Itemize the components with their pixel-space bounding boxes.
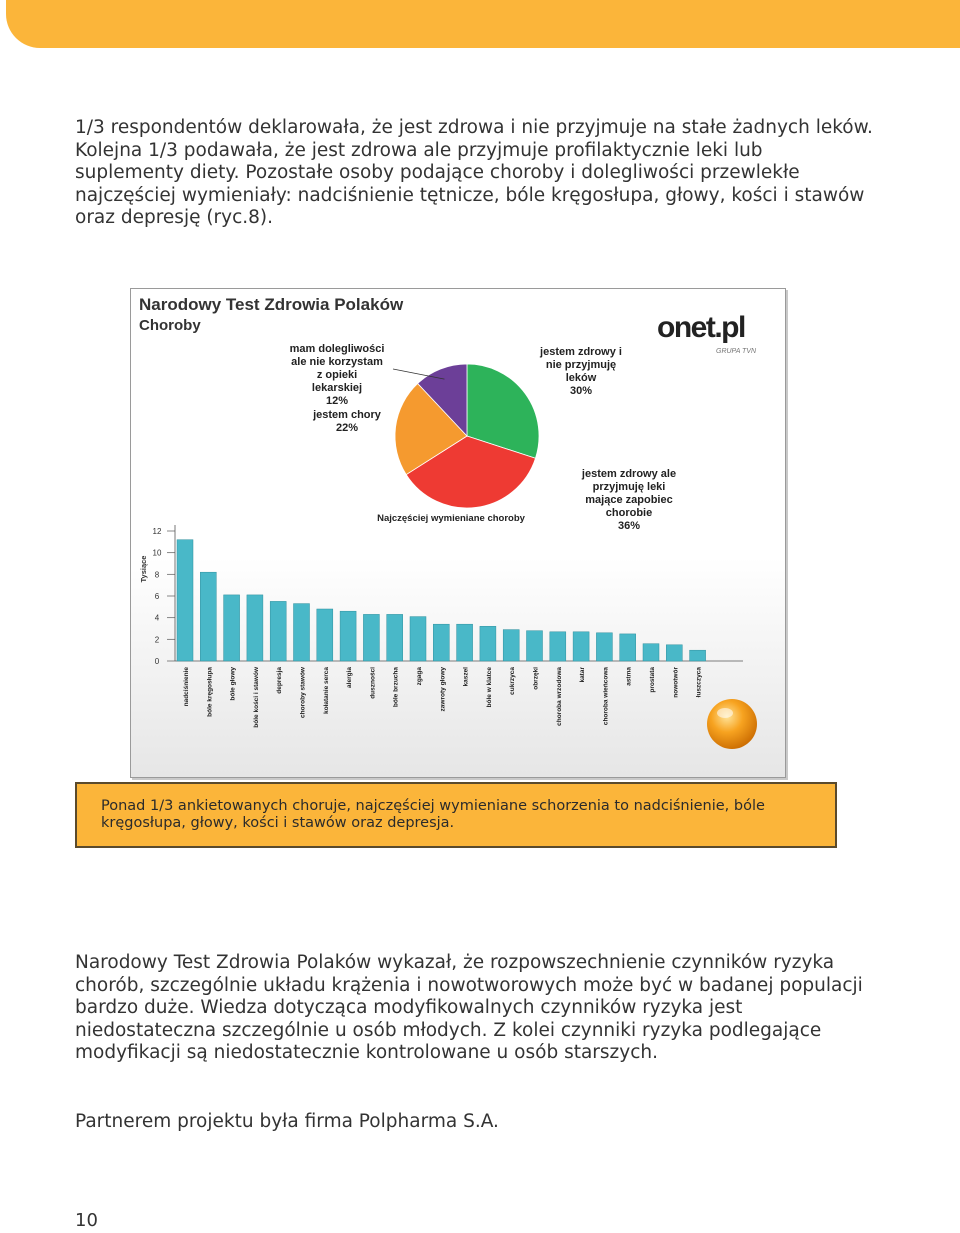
x-tick-label: nowotwór [672,667,680,698]
x-tick-label: zgaga [416,667,423,686]
bar [527,631,543,661]
x-tick-label: astma [625,667,633,686]
pie-label-text: mające zapobiec [585,494,673,506]
pie-chart [395,364,539,508]
caption-box [75,782,837,848]
x-tick-label: bóle głowy [229,667,237,701]
y-tick-label: 0 [154,657,160,666]
x-tick-label: depresja [276,667,284,694]
intro-paragraph: 1/3 respondentów deklarowała, że jest zdrowa i nie przyjmuje na stałe żadnych leków. Kolejna 1/3 podawała, że jest zdrowa ale przyjmuje profilaktycznie leki lub suplementy diety. Pozostałe osoby podające choroby i dolegliwości przewlekłe najczęściej wymieniały: nadciśnienie tętnicze, bóle kręgosłupa, głowy, kości i stawów oraz depresję (ryc.8). [75,117,873,228]
x-tick-label: obrzęki [532,667,540,690]
orange-highlight [717,708,733,718]
pie-label-text: leków [565,372,597,384]
x-tick-label: choroba wrzodowa [555,667,563,726]
orange-ball-graphic [707,699,757,749]
pie-value-label: 30% [569,385,593,397]
pie-label-text: mam dolegliwości [289,343,385,355]
x-tick-label: choroby stawów [299,667,307,718]
pie-label-text: nie przyjmuję [545,359,617,371]
bar [224,595,240,661]
bar [596,633,612,661]
header-bar [6,0,960,48]
x-tick-label: łuszczyca [695,667,703,698]
bar [457,624,473,661]
x-tick-label: bóle kości i stawów [252,667,260,728]
x-tick-label: kaszel [462,667,470,687]
body-paragraph: Narodowy Test Zdrowia Polaków wykazał, że rozpowszechnienie czynników ryzyka chorób, szczególnie układu krążenia i nowotworowych może być w badanej populacji bardzo duże. Wiedza dotycząca modyfikowalnych czynników ryzyka jest niedostateczna szczególnie u osób młodych. Z kolei czynniki ryzyka podlegające modyfikacji są niedostatecznie kontrolowane u osób starszych. [75,952,863,1063]
chart-title: Narodowy Test Zdrowia Polaków [139,295,404,314]
bar [177,540,193,661]
x-tick-label: duszności [369,667,377,699]
bar [503,630,519,661]
pie-value-label: 12% [325,395,349,407]
bar [270,601,286,661]
bar [363,614,379,661]
y-tick-label: 2 [154,635,160,645]
x-tick-label: alergia [346,667,354,688]
x-tick-label: cukrzyca [509,667,517,695]
y-tick-label: 4 [154,613,160,623]
onet-logo: onet.pl [657,311,745,344]
page-number: 10 [75,1210,98,1231]
y-axis-label: Tysiące [139,555,148,583]
x-tick-label: bóle brzucha [392,667,400,708]
bar [690,650,706,661]
x-tick-label: choroba wieńcowa [602,667,610,726]
pie-label-text: z opieki [316,369,358,381]
chart-subtitle: Choroby [139,317,201,334]
y-tick-label: 10 [152,548,162,558]
bar [620,634,636,661]
bar [480,626,496,661]
caption-text: Ponad 1/3 ankietowanych choruje, najczęściej wymieniane schorzenia to nadciśnienie, bóle kręgosłupa, głowy, kości i stawów oraz depresja. [101,798,765,831]
bar [550,632,566,661]
y-tick-label: 12 [152,527,162,536]
bar [387,614,403,661]
pie-label-text: jestem chory [313,409,381,421]
x-tick-label: prostata [649,667,656,693]
pie-label-text: chorobie [605,507,653,519]
x-tick-label: kołatanie serca [322,667,330,714]
bar [294,604,310,661]
pie-label-text: lekarskiej [311,382,363,394]
x-tick-label: katar [579,667,587,683]
bar [340,611,356,661]
figure-chart [130,288,786,778]
bar [433,624,449,661]
x-tick-label: zawroty głowy [439,667,447,712]
x-tick-label: nadciśnienie [183,667,190,707]
y-tick-label: 6 [154,592,160,601]
chart-background [131,289,785,777]
bar [410,617,426,661]
bar [666,645,682,661]
pie-label-text: przyjmuję leki [592,481,666,493]
pie-label-text: ale nie korzystam [291,356,383,368]
bar [247,595,263,661]
bar [573,632,589,661]
x-tick-label: bóle kręgosłupa [206,667,214,717]
pie-label-text: jestem zdrowy ale [581,468,677,480]
bar-chart-title: Najczęściej wymieniane choroby [377,513,525,524]
x-tick-label: bóle w klatce [485,667,493,708]
pie-value-label: 36% [617,520,641,532]
bar [317,609,333,661]
y-tick-label: 8 [154,570,160,580]
bar [200,572,216,661]
partner-line: Partnerem projektu była firma Polpharma S.A. [75,1111,499,1132]
bar [643,644,659,661]
chart-canvas [131,289,785,777]
pie-label-text: jestem zdrowy i [540,346,622,358]
logo-subtext: GRUPA TVN [716,348,757,355]
pie-value-label: 22% [335,422,359,434]
